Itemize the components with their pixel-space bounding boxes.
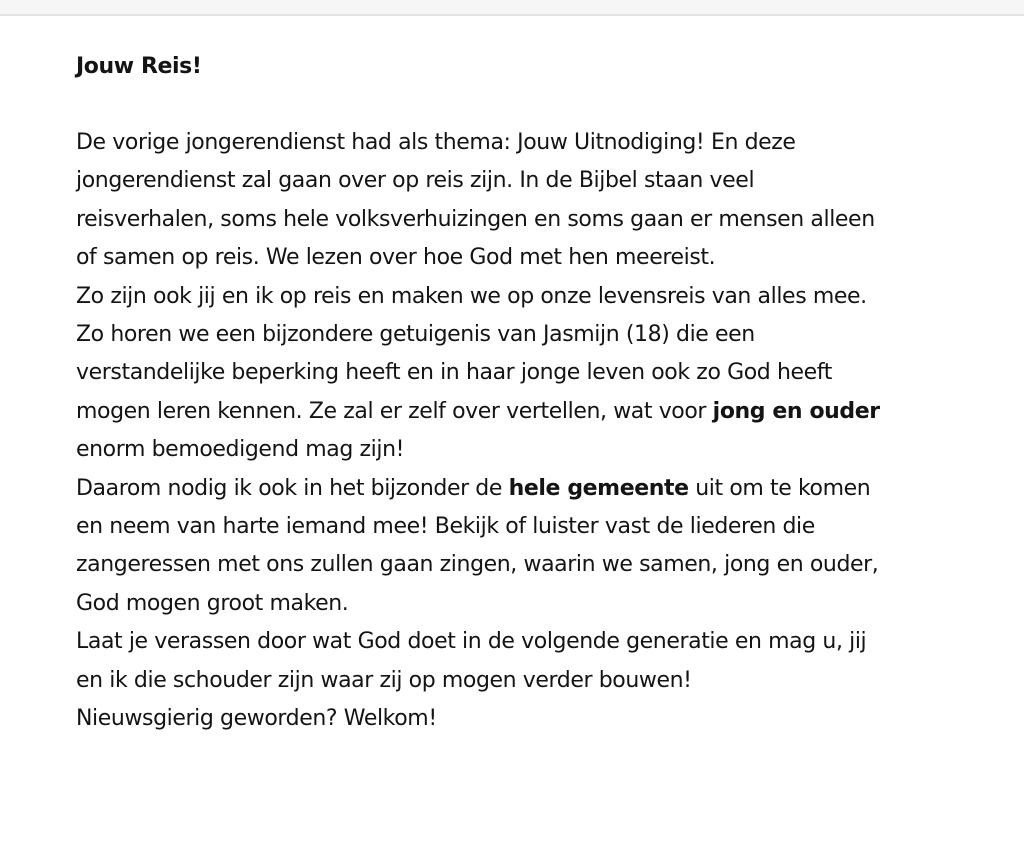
document-page <box>76 48 996 739</box>
top-toolbar-strip <box>0 0 1024 16</box>
bold-text: hele gemeente <box>508 475 689 501</box>
text-run: mogen leren kennen. Ze zal er zelf over vertellen, wat voor <box>76 398 713 424</box>
text-run: jongerendienst zal gaan over op reis zijn. In de Bijbel staan veel <box>76 168 755 194</box>
text-line <box>76 546 996 584</box>
text-line <box>76 354 996 392</box>
text-line <box>76 623 996 661</box>
text-line <box>76 201 996 239</box>
text-run: verstandelijke beperking heeft en in haar jonge leven ook zo God heeft <box>76 360 832 386</box>
text-line <box>76 278 996 316</box>
text-run: Daarom nodig ik ook in het bijzonder de <box>76 475 509 501</box>
text-line <box>76 431 996 469</box>
text-line <box>76 162 996 200</box>
bold-text: jong en ouder <box>712 398 880 424</box>
text-line <box>76 585 996 623</box>
text-run: Laat je verassen door wat God doet in de volgende generatie en mag u, jij <box>76 629 867 655</box>
text-line <box>76 393 996 431</box>
document-body <box>76 124 996 739</box>
text-line <box>76 470 996 508</box>
text-run: of samen op reis. We lezen over hoe God met hen meereist. <box>76 245 716 271</box>
text-run: uit om te komen <box>688 475 871 501</box>
text-run: en ik die schouder zijn waar zij op mogen verder bouwen! <box>76 667 692 693</box>
text-line <box>76 316 996 354</box>
text-run: en neem van harte iemand mee! Bekijk of luister vast de liederen die <box>76 514 815 540</box>
text-run: Nieuwsgierig geworden? Welkom! <box>76 706 437 732</box>
text-run: reisverhalen, soms hele volksverhuizingen en soms gaan er mensen alleen <box>76 206 875 232</box>
text-line <box>76 662 996 700</box>
text-line <box>76 239 996 277</box>
document-title: Jouw Reis! <box>76 54 202 79</box>
text-line <box>76 700 996 738</box>
text-run: enorm bemoedigend mag zijn! <box>76 437 405 463</box>
text-run: Zo zijn ook jij en ik op reis en maken we op onze levensreis van alles mee. <box>76 283 867 309</box>
text-run: Zo horen we een bijzondere getuigenis van Jasmijn (18) die een <box>76 322 755 348</box>
text-run: God mogen groot maken. <box>76 590 349 616</box>
text-line <box>76 124 996 162</box>
text-line <box>76 508 996 546</box>
text-run: De vorige jongerendienst had als thema: Jouw Uitnodiging! En deze <box>76 130 796 155</box>
text-run: zangeressen met ons zullen gaan zingen, waarin we samen, jong en ouder, <box>76 552 879 578</box>
